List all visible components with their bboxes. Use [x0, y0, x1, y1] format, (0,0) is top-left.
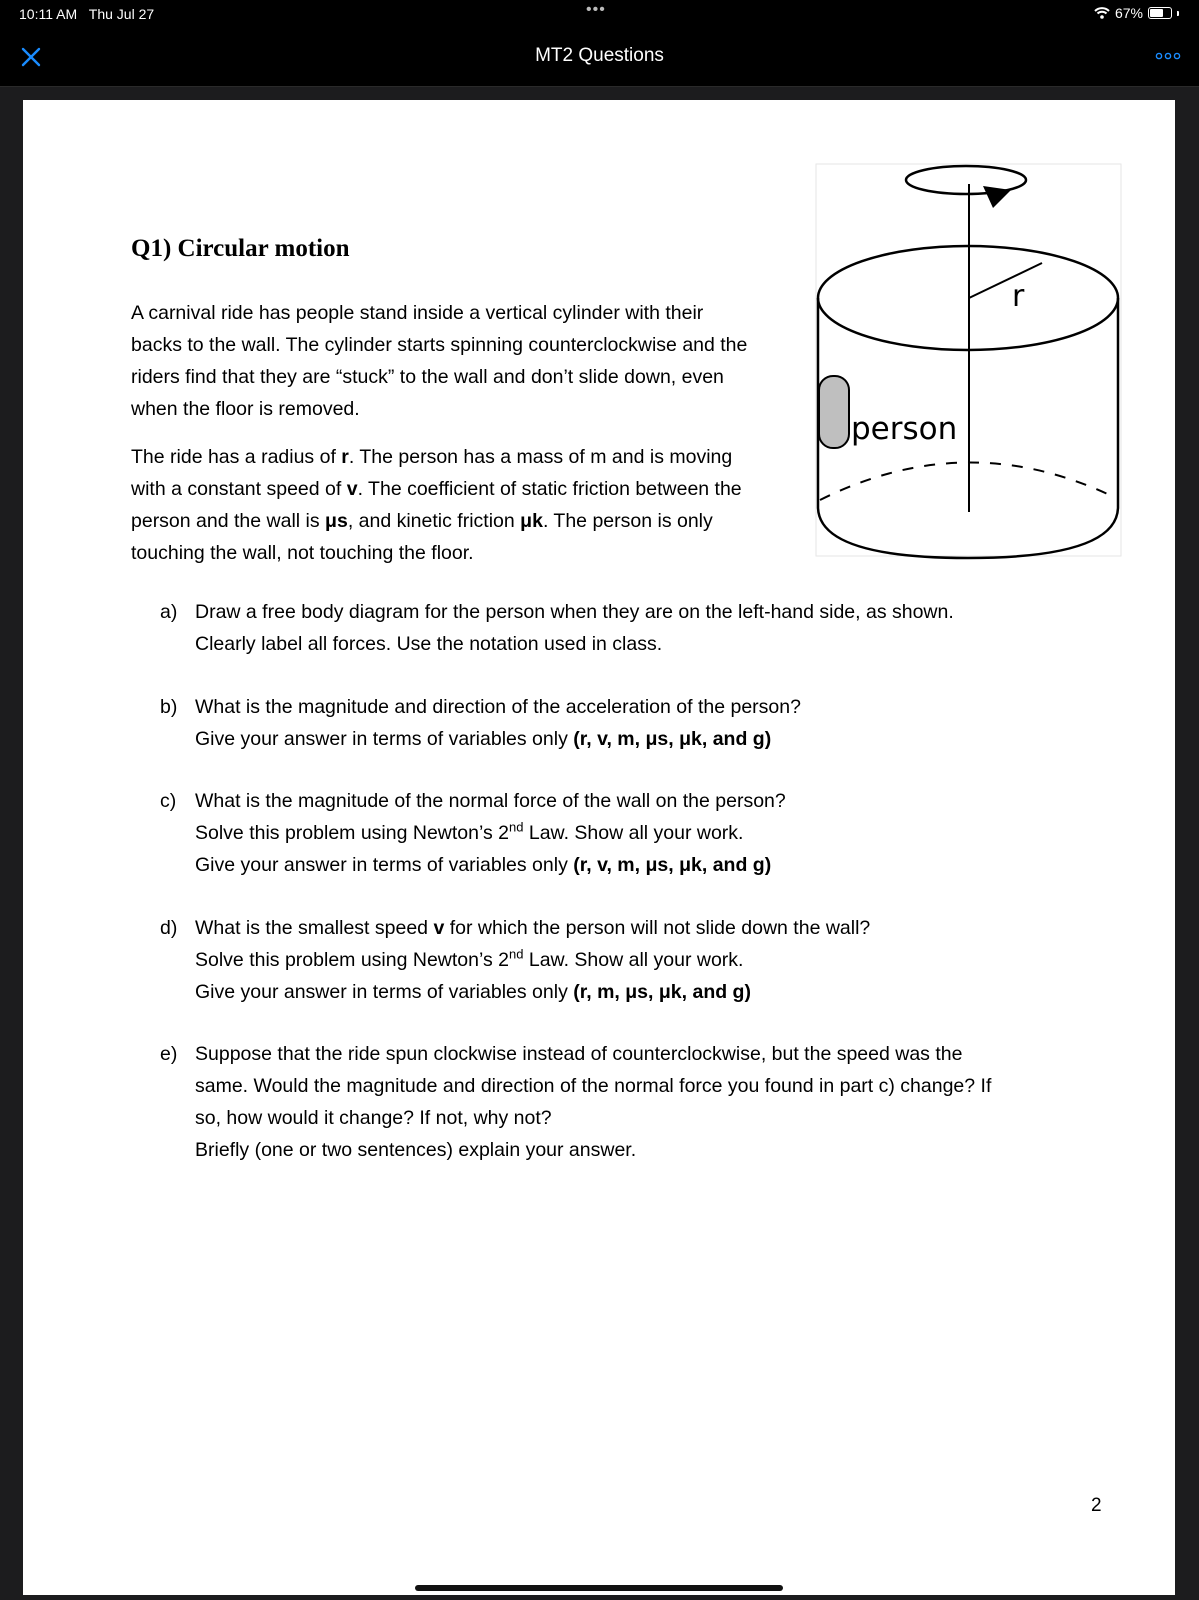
radius-line — [969, 263, 1042, 298]
details-paragraph: The ride has a radius of r. The person has a mass of m and is moving with a constant speed of v. The coefficient of static friction between the person and the wall is μs, and kinetic friction μk. The person is only touching the wall, not touching the floor. — [131, 446, 742, 564]
kinetic-friction-var: μk — [520, 510, 543, 532]
part-letter: c) — [160, 790, 177, 812]
static-friction-var: μs — [325, 510, 348, 532]
intro-line: riders find that they are “stuck” to the wall and don’t slide down, even — [131, 366, 724, 388]
intro-line: when the floor is removed. — [131, 398, 360, 420]
intro-paragraph — [131, 297, 811, 425]
radius-label: r — [1012, 279, 1025, 314]
question-title: Q1) Circular motion — [131, 235, 350, 262]
status-date: Thu Jul 27 — [88, 6, 155, 22]
radius-var: r — [341, 446, 349, 468]
part-letter: d) — [160, 917, 178, 939]
document-title: MT2 Questions — [535, 45, 664, 66]
person-shape — [819, 376, 849, 448]
question-part-b: b) What is the magnitude and direction of the acceleration of the person? Give your answer in terms of variables only (r, v, m, μs, μk, and g) — [160, 691, 1080, 755]
status-bar — [0, 0, 1199, 28]
page-number: 2 — [1091, 1495, 1102, 1516]
carnival-ride-diagram — [806, 158, 1146, 568]
wifi-icon — [1094, 7, 1110, 19]
variables-list: (r, v, m, μs, μk, and g) — [573, 728, 772, 750]
variables-list: (r, v, m, μs, μk, and g) — [573, 854, 772, 876]
cylinder-bottom-front — [818, 508, 1118, 558]
intro-line: backs to the wall. The cylinder starts spinning counterclockwise and the — [131, 334, 748, 356]
intro-line: A carnival ride has people stand inside a vertical cylinder with their — [131, 302, 704, 324]
status-time: 10:11 AM Thu Jul 27 — [19, 6, 155, 22]
document-page[interactable] — [23, 100, 1175, 1595]
battery-icon — [1148, 7, 1172, 19]
battery-percent: 67% — [1114, 5, 1143, 21]
part-letter: e) — [160, 1043, 178, 1065]
person-label: person — [851, 411, 958, 447]
speed-var: v — [346, 478, 358, 500]
question-part-e: e) Suppose that the ride spun clockwise instead of counterclockwise, but the speed was the same. Would the magnitude and direction of the normal force you found in part c) change? If so, how would it change? If not, why not? Briefly (one or two sentences) explain your answer. — [160, 1038, 1080, 1166]
part-letter: a) — [160, 601, 178, 623]
multitasking-dots[interactable]: ••• — [586, 1, 606, 18]
question-part-c: c) What is the magnitude of the normal force of the wall on the person? Solve this problem using Newton’s 2nd Law. Show all your work. Give your answer in terms of variables only (r, v, m, μs, μk, and g) — [160, 785, 1080, 881]
nav-bar — [0, 28, 1199, 87]
status-indicators — [1094, 5, 1179, 21]
part-letter: b) — [160, 696, 178, 718]
variables-list: (r, m, μs, μk, and g) — [573, 981, 751, 1003]
more-icon[interactable] — [1155, 48, 1181, 64]
question-part-a: a) Draw a free body diagram for the person when they are on the left-hand side, as shown. Clearly label all forces. Use the notation used in class. — [160, 596, 1080, 660]
home-indicator[interactable] — [415, 1585, 783, 1591]
question-part-d: d) What is the smallest speed v for which the person will not slide down the wall? Solve this problem using Newton’s 2nd Law. Show all your work. Give your answer in terms of variables only (r, m, μs, μk, and g) — [160, 912, 1080, 1008]
